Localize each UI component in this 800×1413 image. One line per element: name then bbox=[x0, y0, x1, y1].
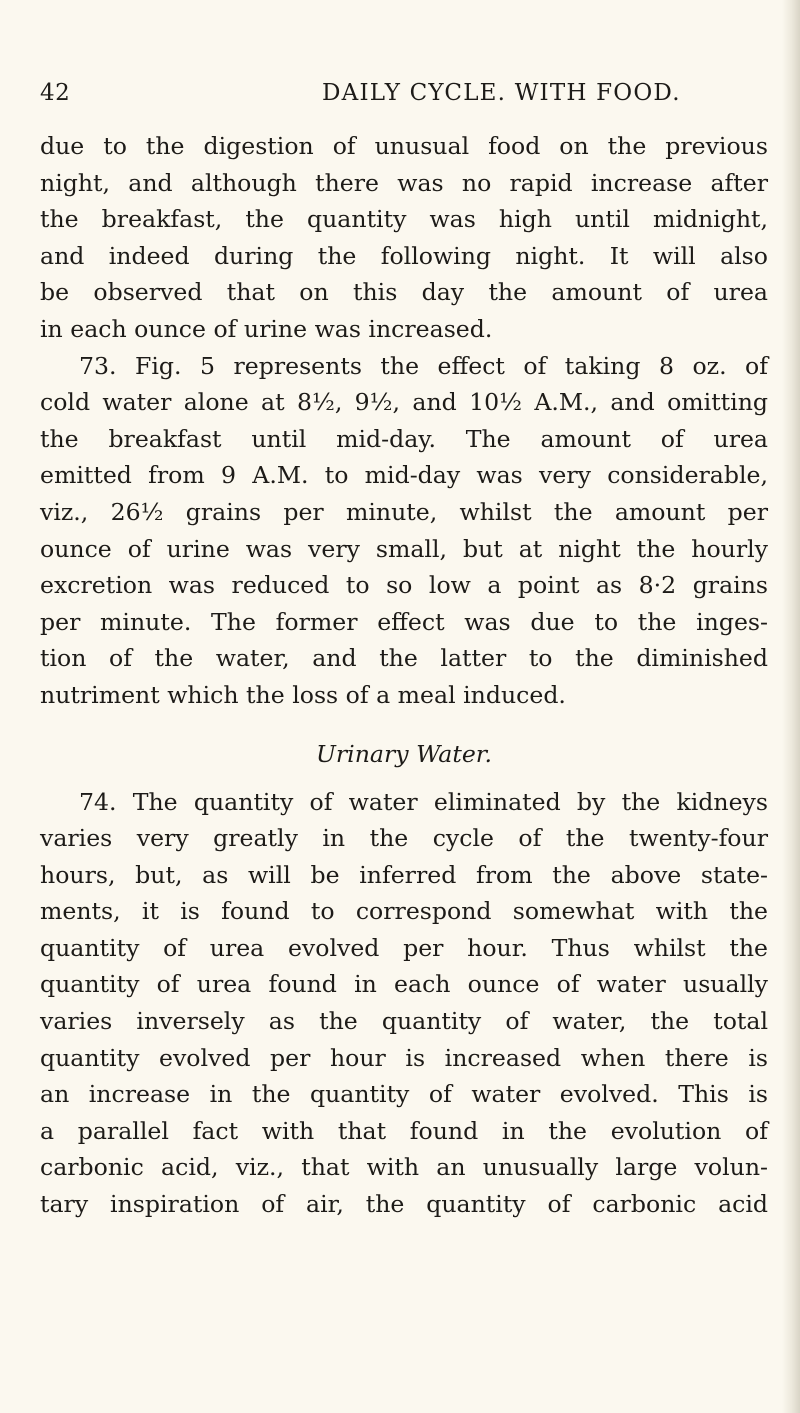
text-line: varies very greatly in the cycle of the twenty-four bbox=[40, 824, 768, 853]
text-line: viz., 26½ grains per minute, whilst the amount per bbox=[40, 497, 768, 526]
page-number: 42 bbox=[40, 80, 71, 106]
body-text bbox=[40, 128, 768, 1223]
text-line: 73. Fig. 5 represents the effect of taking 8 oz. of bbox=[79, 351, 768, 380]
text-line: carbonic acid, viz., that with an unusually large volun- bbox=[40, 1153, 768, 1182]
text-line: quantity of urea found in each ounce of water usually bbox=[40, 970, 768, 999]
text-line: the breakfast until mid-day. The amount of urea bbox=[40, 424, 768, 453]
paragraph-74 bbox=[40, 784, 768, 1223]
text-line: and indeed during the following night. It will also bbox=[40, 241, 768, 270]
text-line: excretion was reduced to so low a point as 8·2 grains bbox=[40, 571, 768, 600]
running-head: DAILY CYCLE. WITH FOOD. bbox=[322, 80, 681, 106]
text-line: emitted from 9 A.M. to mid-day was very considerable, bbox=[40, 461, 768, 490]
text-line: nutriment which the loss of a meal induced. bbox=[40, 680, 566, 709]
text-line: per minute. The former effect was due to the inges- bbox=[40, 607, 768, 636]
page-edge-shadow bbox=[782, 0, 800, 1413]
text-line: due to the digestion of unusual food on the previous bbox=[40, 132, 768, 160]
text-line: ounce of urine was very small, but at night the hourly bbox=[40, 534, 768, 563]
section-subheading: Urinary Water. bbox=[316, 739, 492, 768]
text-line: tion of the water, and the latter to the diminished bbox=[40, 644, 768, 673]
text-line: quantity of urea evolved per hour. Thus whilst the bbox=[40, 933, 768, 962]
paragraph-73 bbox=[40, 348, 768, 714]
text-line: a parallel fact with that found in the evolution of bbox=[40, 1116, 768, 1145]
paragraph-continuation bbox=[40, 128, 768, 348]
text-line: night, and although there was no rapid increase after bbox=[40, 168, 768, 197]
text-line: cold water alone at 8½, 9½, and 10½ A.M., and omitting bbox=[40, 388, 768, 417]
text-line: ments, it is found to correspond somewhat with the bbox=[40, 897, 768, 926]
text-line: an increase in the quantity of water evolved. This is bbox=[40, 1080, 768, 1109]
text-line: in each ounce of urine was increased. bbox=[40, 314, 493, 343]
text-line: hours, but, as will be inferred from the above state- bbox=[40, 860, 768, 889]
text-line: varies inversely as the quantity of water, the total bbox=[40, 1007, 768, 1036]
text-line: 74. The quantity of water eliminated by the kidneys bbox=[79, 787, 768, 816]
text-line: quantity evolved per hour is increased when there is bbox=[40, 1043, 768, 1072]
text-line: the breakfast, the quantity was high until midnight, bbox=[40, 205, 768, 234]
page-header bbox=[40, 80, 770, 114]
text-line: be observed that on this day the amount of urea bbox=[40, 278, 768, 307]
text-line: tary inspiration of air, the quantity of carbonic acid bbox=[40, 1190, 768, 1219]
